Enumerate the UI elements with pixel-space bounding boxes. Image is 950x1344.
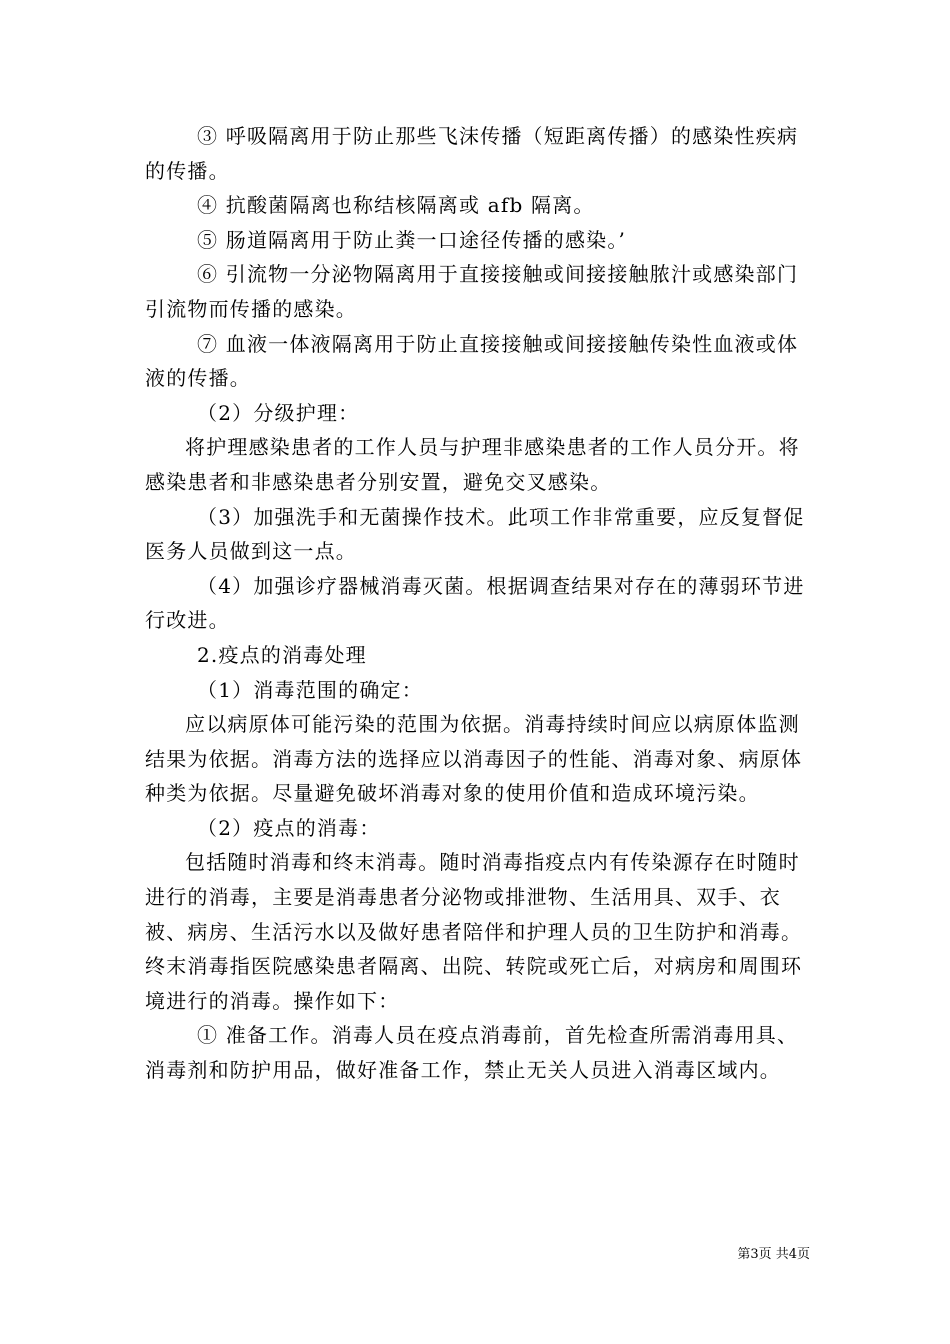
paragraph-outbreak-point-disinfection: 包括随时消毒和终末消毒。随时消毒指疫点内有传染源存在时随时进行的消毒，主要是消毒患者分泌物或排泄物、生活用具、双手、衣被、病房、生活污水以及做好患者陪伴和护理人员的卫生防护和消毒。终末消毒指医院感染患者隔离、出院、转院或死亡后，对病房和周围环境进行的消毒。操作如下： bbox=[145, 850, 803, 1013]
paragraph-preparation: ① 准备工作。消毒人员在疫点消毒前，首先检查所需消毒用具、消毒剂和防护用品，做好准备工作，禁止无关人员进入消毒区域内。 bbox=[145, 1023, 799, 1083]
paragraph-disinfection-scope: 应以病原体可能污染的范围为依据。消毒持续时间应以病原体监测结果为依据。消毒方法的选择应以消毒因子的性能、消毒对象、病原体种类为依据。尽量避免破坏消毒对象的使用价值和造成环境污染。 bbox=[145, 712, 803, 806]
heading-outbreak-point-disinfection: （2）疫点的消毒： bbox=[197, 815, 381, 840]
heading-graded-care: （2）分级护理： bbox=[197, 400, 360, 425]
paragraph-drainage-isolation: ⑥ 引流物一分泌物隔离用于直接接触或间接接触脓汁或感染部门引流物而传播的感染。 bbox=[145, 262, 799, 321]
paragraph-respiratory-isolation: ③ 呼吸隔离用于防止那些飞沫传播（短距离传播）的感染性疾病的传播。 bbox=[145, 124, 799, 183]
document-body bbox=[145, 119, 817, 1088]
paragraph-graded-care: 将护理感染患者的工作人员与护理非感染患者的工作人员分开。将感染患者和非感染患者分别安置，避免交叉感染。 bbox=[145, 435, 800, 494]
paragraph-afb-isolation: ④ 抗酸菌隔离也称结核隔离或 afb 隔离。 bbox=[197, 193, 595, 218]
page-number: 第3页 共4页 bbox=[737, 1247, 810, 1262]
paragraph-instrument-disinfection: （4）加强诊疗器械消毒灭菌。根据调查结果对存在的薄弱环节进行改进。 bbox=[145, 573, 805, 633]
paragraph-blood-isolation: ⑦ 血液一体液隔离用于防止直接接触或间接接触传染性血液或体液的传播。 bbox=[145, 331, 799, 391]
heading-outbreak-disinfection: 2.疫点的消毒处理 bbox=[197, 642, 367, 667]
heading-disinfection-scope: （1）消毒范围的确定： bbox=[197, 677, 423, 702]
paragraph-handwashing: （3）加强洗手和无菌操作技术。此项工作非常重要，应反复督促医务人员做到这一点。 bbox=[145, 504, 805, 564]
paragraph-enteric-isolation: ⑤ 肠道隔离用于防止粪一口途径传播的感染。’ bbox=[197, 227, 627, 252]
